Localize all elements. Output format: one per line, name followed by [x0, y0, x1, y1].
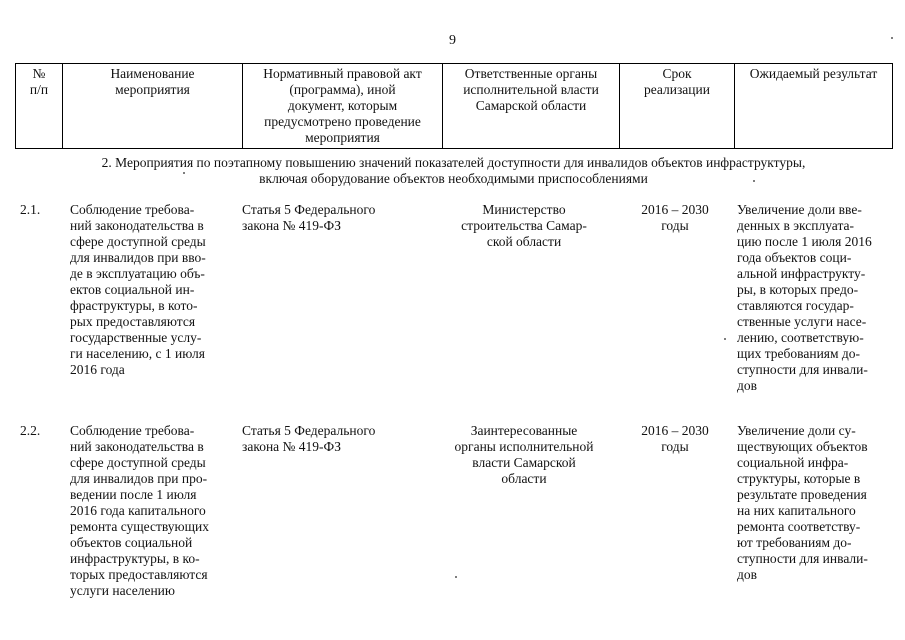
header-result: Ожидаемый результат — [735, 64, 893, 149]
row-term: 2016 – 2030 годы — [641, 202, 709, 233]
row-num: 2.2. — [20, 423, 41, 438]
scan-speck — [183, 172, 185, 174]
header-term: Срок реализации — [620, 64, 735, 149]
row-name: Соблюдение требова- ний законодательства в сфере доступной среды для инвалидов при про- ведении после 1 июля 2016 года капитального ремонта существующих объектов социальной инфраструктуры, в ко- торых предоставляются услуги населению — [70, 423, 209, 598]
row-act: Статья 5 Федерального закона № 419-ФЗ — [242, 423, 376, 454]
scan-speck — [724, 338, 726, 340]
table-header — [15, 63, 893, 149]
scan-speck — [455, 576, 457, 578]
header-row — [16, 64, 893, 149]
header-org: Ответственные органы исполнительной власти Самарской области — [443, 64, 620, 149]
scan-speck — [891, 37, 893, 39]
section-title: 2. Мероприятия по поэтапному повышению значений показателей доступности для инвалидов объектов инфраструктуры, включая оборудование объектов необходимыми приспособлениями — [101, 155, 806, 186]
row-act: Статья 5 Федерального закона № 419-ФЗ — [242, 202, 376, 233]
row-result: Увеличение доли вве- денных в эксплуата- цию после 1 июля 2016 года объектов соци- альной инфраструкту- ры, в которых предо- ставляются государ- ственные услуги насе- лению, соответствую- щих требованиям до- ступности для инвали- дов — [737, 202, 872, 393]
header-name: Наименование мероприятия — [63, 64, 243, 149]
row-result: Увеличение доли су- ществующих объектов социальной инфра- структуры, которые в результате проведения на них капитального ремонта соответству- ют требованиям до- ступности для инвали- дов — [737, 423, 868, 582]
row-org: Заинтересованные органы исполнительной власти Самарской области — [454, 423, 594, 486]
header-act: Нормативный правовой акт (программа), иной документ, которым предусмотрено проведение мероприятия — [243, 64, 443, 149]
row-org: Министерство строительства Самар- ской области — [461, 202, 587, 249]
row-term: 2016 – 2030 годы — [641, 423, 709, 454]
header-num: № п/п — [16, 64, 63, 149]
scan-speck — [753, 180, 755, 182]
row-num: 2.1. — [20, 202, 41, 217]
row-name: Соблюдение требова- ний законодательства в сфере доступной среды для инвалидов при вво- де в эксплуатацию объ- ектов социальной ин- фраструктуры, в кото- рых предоставляются государственные услу- ги населению, с 1 июля 2016 года — [70, 202, 206, 377]
page-number: 9 — [449, 33, 456, 48]
